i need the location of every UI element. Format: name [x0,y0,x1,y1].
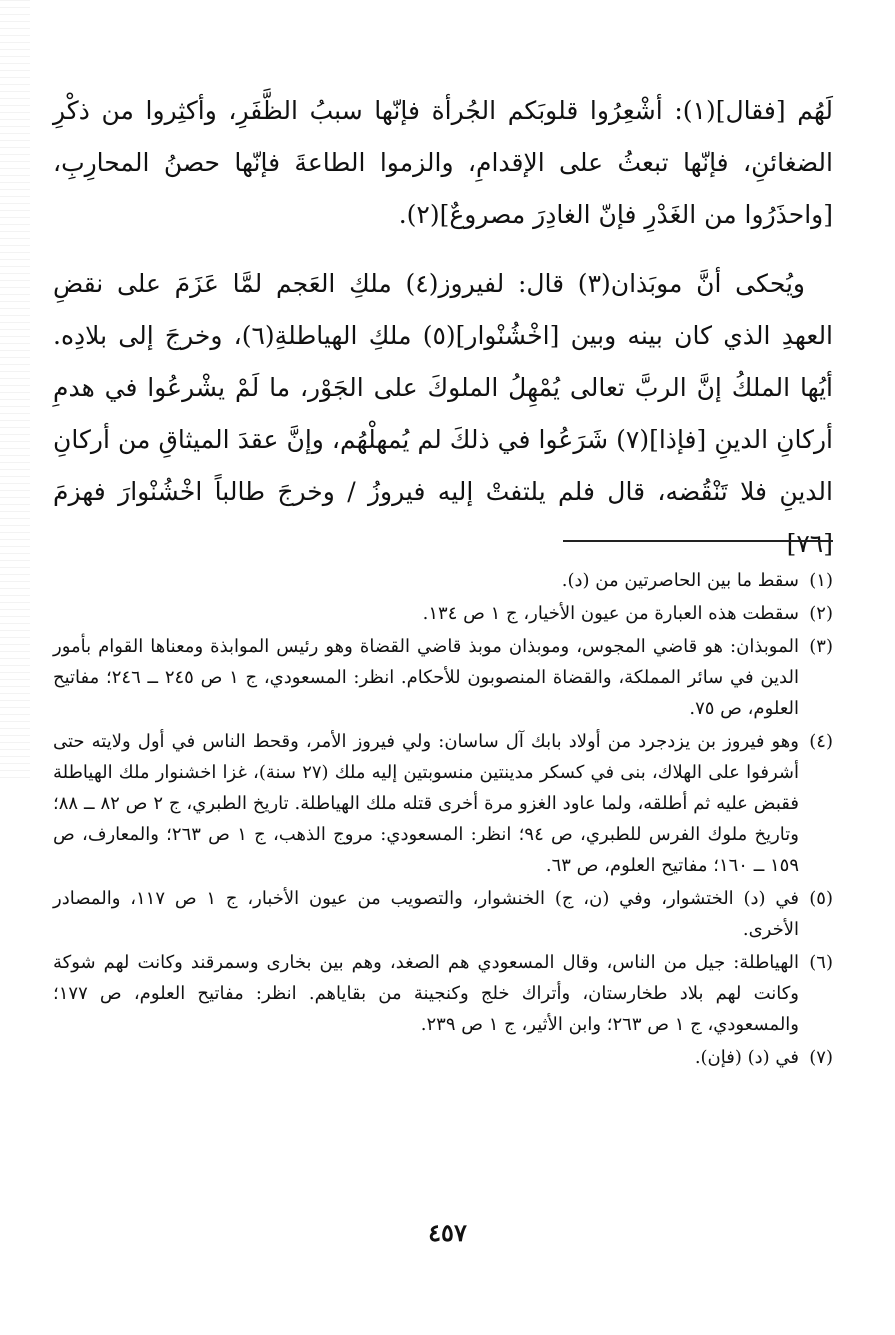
footnote-text: سقطت هذه العبارة من عيون الأخيار، ج ١ ص ١٣٤. [422,603,799,624]
page-number: ٤٥٧ [428,1218,467,1247]
footnote-number: (٤) [809,731,833,752]
footnote-number: (٥) [809,888,833,909]
footnote-text: في (د) الختشوار، وفي (ن، ج) الخنشوار، والتصويب من عيون الأخبار، ج ١ ص ١١٧، والمصادر الأخرى. [53,888,799,940]
footnote-text: وهو فيروز بن يزدجرد من أولاد بابك آل ساسان: ولي فيروز الأمر، وقحط الناس في أول ولايته حتى أشرفوا على الهلاك، بنى في كسكر مدينتين منسوبتين إليه ملك (٢٧ سنة)، غزا اخشنوار ملك الهياطلة فقبض عليه ثم أطلقه، ولما عاود الغزو مرة أخرى قتله ملك الهياطلة. تاريخ الطبري، ج ٢ ص ٨٢ ــ ٨٨؛ وتاريخ ملوك الفرس للطبري، ص ٩٤؛ انظر: المسعودي: مروج الذهب، ج ١ ص ٢٦٣؛ والمعارف، ص ١٥٩ ــ ١٦٠؛ مفاتيح العلوم، ص ٦٣. [53,731,799,876]
footnote-text: الموبذان: هو قاضي المجوس، وموبذان موبذ قاضي القضاة وهو رئيس الموابذة ومعناها القوام بأمور الدين في سائر المملكة، والقضاة المنصوبون للأحكام. انظر: المسعودي، ج ١ ص ٢٤٥ ــ ٢٤٦؛ مفاتيح العلوم، ص ٧٥. [53,636,799,719]
paragraph-1: لَهُم [فقال](١): أشْعِرُوا قلوبَكم الجُرأة فإنّها سببُ الظَّفَرِ، وأكثِروا من ذكْرِ الضغائنِ، فإنّها تبعثُ على الإقدامِ، والزموا الطاعةَ فإنّها حصنُ المحارِبِ، [واحذَرُوا من الغَدْرِ فإنّ الغادِرَ مصروعٌ](٢). [53,96,833,229]
footnote-text: سقط ما بين الحاصرتين من (د). [561,570,799,591]
footnote-number: (٧) [809,1047,833,1068]
main-text [53,85,833,570]
footnote-text: في (د) (فإن). [694,1047,799,1068]
footnote-4 [53,726,833,881]
footnote-separator [563,540,833,542]
footnote-number: (٢) [809,603,833,624]
footnote-3 [53,631,833,724]
footnote-number: (٣) [809,636,833,657]
footnote-7 [53,1042,833,1073]
footnote-2 [53,598,833,629]
scan-gutter-noise [0,0,30,780]
footnote-5 [53,883,833,945]
footnotes [53,565,833,1075]
footnote-text: الهياطلة: جيل من الناس، وقال المسعودي هم الصغد، وهم بين بخارى وسمرقند وكانت لهم شوكة وكانت لهم بلاد طخارستان، وأتراك خلج وكنجينة من بقاياهم. انظر: مفاتيح العلوم، ص ١٧٧؛ والمسعودي، ج ١ ص ٢٦٣؛ وابن الأثير، ج ١ ص ٢٣٩. [53,952,799,1035]
footnote-6 [53,947,833,1040]
footnote-number: (٦) [809,952,833,973]
footnote-1 [53,565,833,596]
paragraph-2: ويُحكى أنَّ موبَذان(٣) قال: لفيروز(٤) ملكِ العَجم لمَّا عَزَمَ على نقضِ العهدِ الذي كان بينه وبين [اخْشُنْوار](٥) ملكِ الهياطلةِ(٦)، وخرجَ إلى بلادِه. أيُها الملكُ إنَّ الربَّ تعالى يُمْهِلُ الملوكَ على الجَوْر، ما لَمْ يشْرعُوا في هدمِ أركانِ الدينِ [فإذا](٧) شَرَعُوا في ذلكَ لم يُمهلْهُم، وإنَّ عقدَ الميثاقِ من أركانِ الدينِ فلا تَنْقُضه، قال فلم يلتفتْ إليه فيروزُ / وخرجَ طالباً اخْشُنْوارَ فهزمَ [٧٦] [53,269,834,558]
footnote-number: (١) [809,570,833,591]
